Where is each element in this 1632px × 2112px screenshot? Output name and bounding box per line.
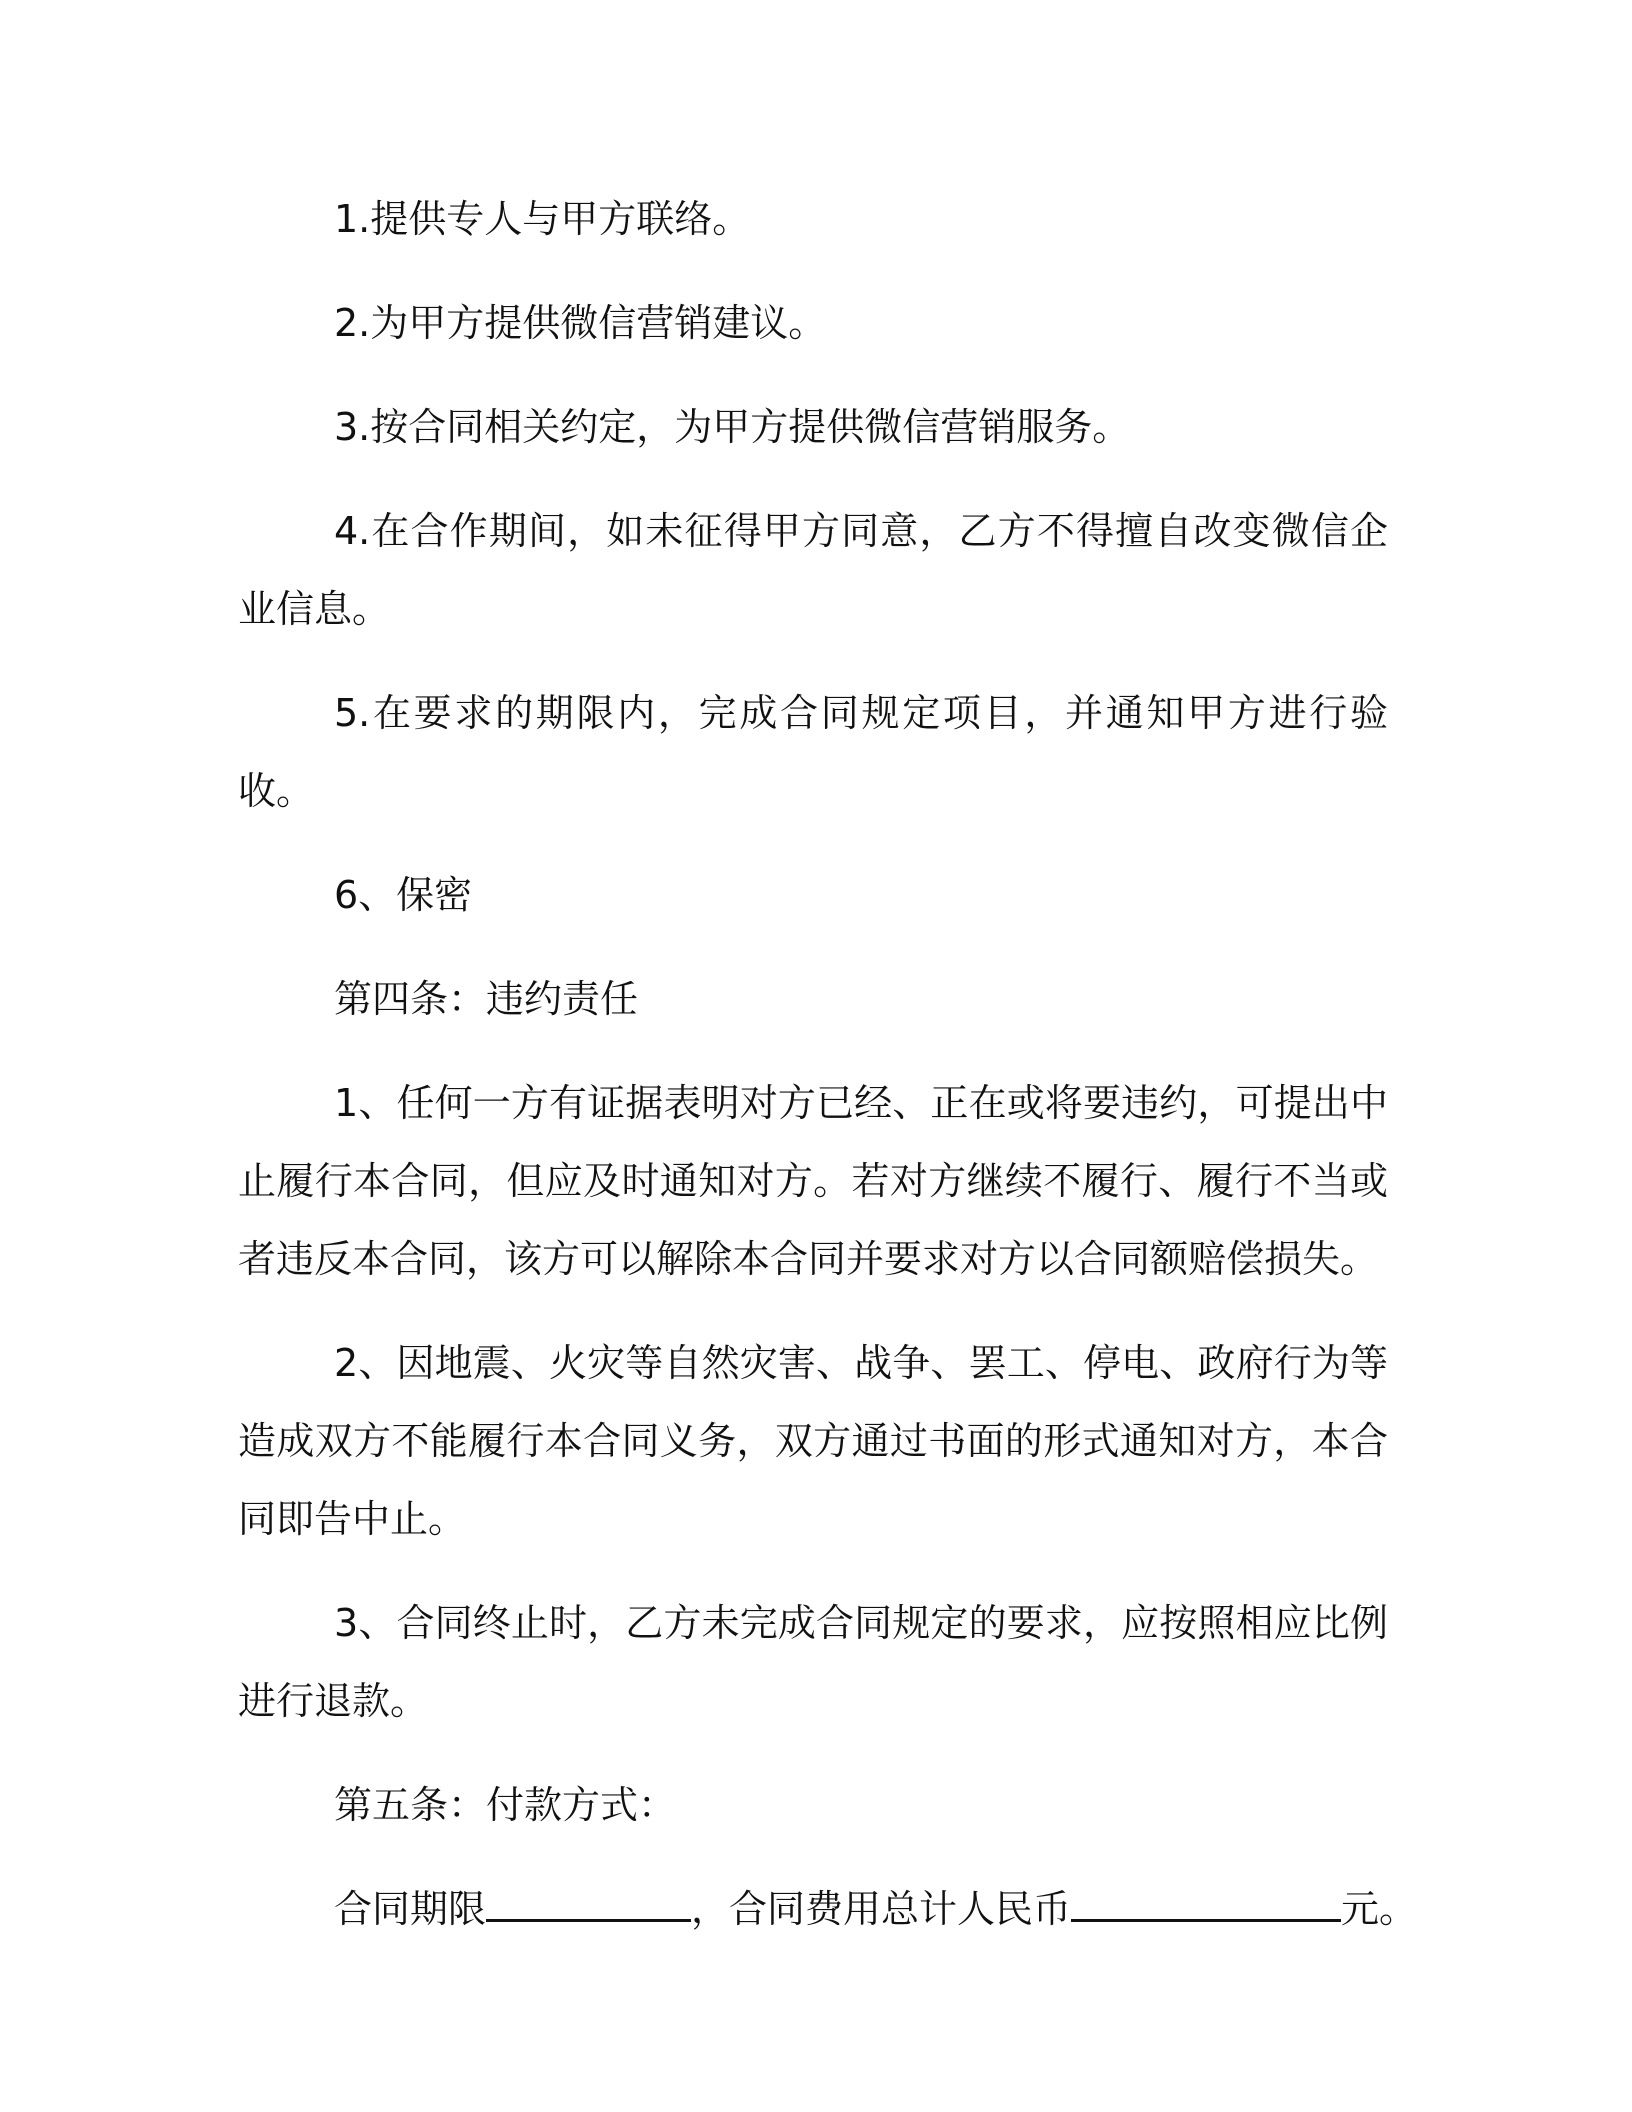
payment-total-label: ，合同费用总计人民币 xyxy=(691,1887,1072,1931)
clause-paragraph: 1.提供专人与甲方联络。 xyxy=(334,197,751,241)
section-heading: 第四条：违约责任 xyxy=(334,977,639,1021)
clause-paragraph: 4.在合作期间，如未征得甲方同意，乙方不得擅自改变微信企业信息。 xyxy=(238,509,1388,631)
clause-paragraph: 5.在要求的期限内，完成合同规定项目，并通知甲方进行验收。 xyxy=(238,691,1388,813)
clause-paragraph: 6、保密 xyxy=(334,873,473,917)
clause-paragraph: 3.按合同相关约定，为甲方提供微信营销服务。 xyxy=(334,405,1131,449)
contract-body xyxy=(238,180,1418,1974)
payment-line xyxy=(238,1870,1418,1948)
contract-fee-blank xyxy=(1071,1889,1341,1922)
contract-term-blank xyxy=(486,1889,691,1922)
payment-term-label: 合同期限 xyxy=(334,1887,487,1931)
payment-unit-label: 元。 xyxy=(1341,1887,1418,1931)
clause-paragraph: 1、任何一方有证据表明对方已经、正在或将要违约，可提出中止履行本合同，但应及时通知对方。若对方继续不履行、履行不当或者违反本合同，该方可以解除本合同并要求对方以合同额赔偿损失。 xyxy=(238,1081,1388,1281)
clause-paragraph: 2.为甲方提供微信营销建议。 xyxy=(334,301,827,345)
clause-paragraph: 3、合同终止时，乙方未完成合同规定的要求，应按照相应比例进行退款。 xyxy=(238,1601,1388,1723)
clause-paragraph: 2、因地震、火灾等自然灾害、战争、罢工、停电、政府行为等造成双方不能履行本合同义务，双方通过书面的形式通知对方，本合同即告中止。 xyxy=(238,1341,1388,1541)
section-heading: 第五条：付款方式： xyxy=(334,1783,677,1827)
